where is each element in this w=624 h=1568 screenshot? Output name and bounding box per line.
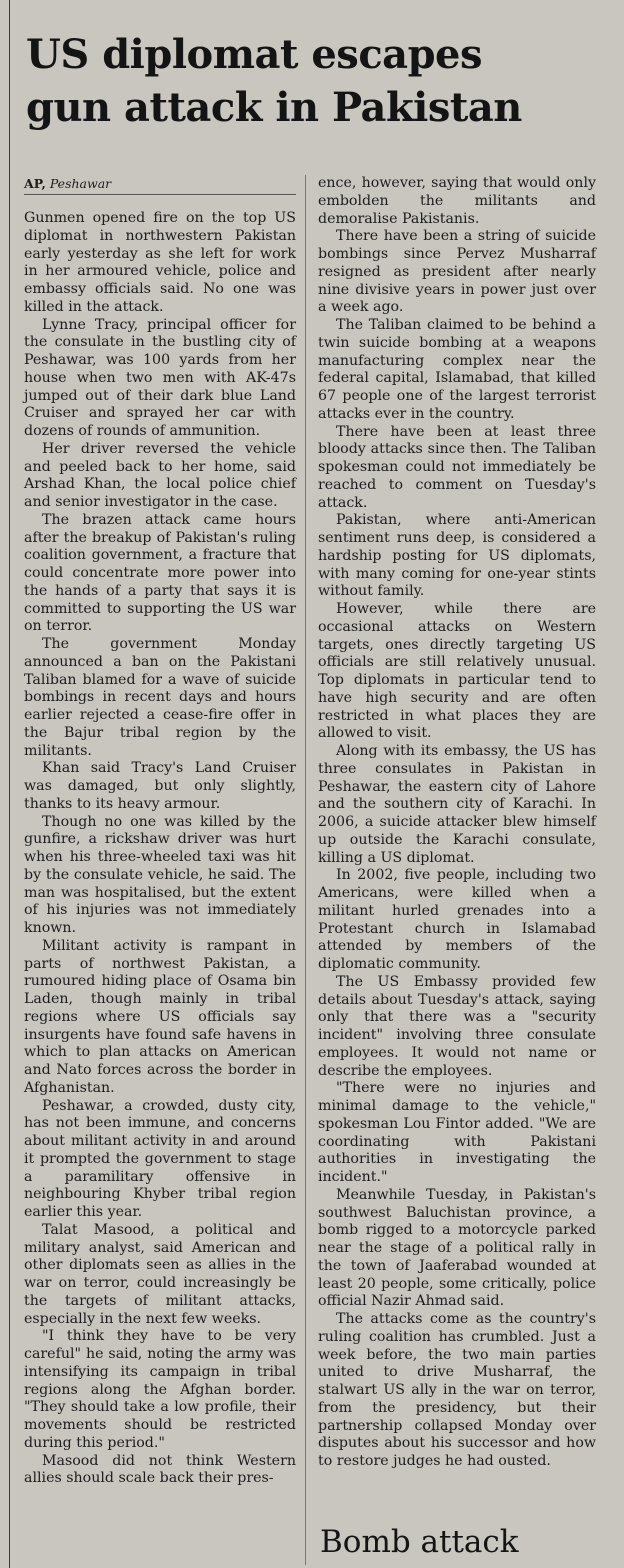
paragraph: Lynne Tracy, principal officer for the consulate in the bustling city of Peshawar, was 100 yards from her house when two men with AK-47s jumped out of their dark blue Land Cruiser and sprayed her car with dozens of rounds of ammunition. [24, 316, 296, 439]
paragraph: There have been a string of suicide bombings since Pervez Musharraf resigned as president after nearly nine divisive years in power just over a week ago. [318, 228, 596, 316]
paragraph: In 2002, five people, including two Americans, were killed when a militant hurled grenades into a Protestant church in Islamabad attended by members of the diplomatic community. [318, 867, 596, 972]
paragraph: Gunmen opened fire on the top US diplomat in northwestern Pakistan early yesterday as she left for work in her armoured vehicle, police and embassy officials said. No one was killed in the attack. [24, 210, 296, 315]
paragraph: "There were no injuries and minimal damage to the vehicle," spokesman Lou Fintor added. "We are coordinating with Pakistani authorities in investigating the incident." [318, 1080, 596, 1185]
next-headline-fragment [24, 1556, 296, 1568]
subhead: Bomb attack [320, 1524, 519, 1560]
column-rule-left [9, 0, 10, 1568]
paragraph: The brazen attack came hours after the breakup of Pakistan's ruling coalition government, a fracture that could concentrate more power into the hands of a party that says it is committed to supporting the US war on terror. [24, 511, 296, 635]
paragraph: Talat Masood, a political and military analyst, said American and other diplomats seen as allies in the war on terror, could increasingly be the targets of militant attacks, especially in the next few weeks. [24, 1221, 296, 1327]
headline-line-2: gun attack in Pakistan [26, 84, 522, 131]
paragraph: Pakistan, where anti-American sentiment runs deep, is considered a hardship posting for US diplomats, with many coming for one-year stints without family. [318, 512, 596, 600]
paragraph: The attacks come as the country's ruling coalition has crumbled. Just a week before, the two main parties united to drive Musharraf, the stalwart US ally in the war on terror, from the presidency, but their partnership collapsed Monday over disputes about his successor and how to restore judges he had ousted. [318, 1311, 596, 1469]
byline [24, 176, 296, 195]
article-column-right [318, 175, 596, 1471]
column-divider [305, 175, 306, 1565]
headline [26, 28, 616, 134]
article-column-left [24, 210, 296, 1488]
headline-line-1: US diplomat escapes [26, 31, 483, 78]
paragraph: The government Monday announced a ban on the Pakistani Taliban blamed for a wave of suicide bombings in recent days and hours earlier rejected a cease-fire offer in the Bajur tribal region by the militants. [24, 636, 296, 759]
paragraph: Khan said Tracy's Land Cruiser was damaged, but only slightly, thanks to its heavy armour. [24, 760, 296, 812]
paragraph: Peshawar, a crowded, dusty city, has not been immune, and concerns about militant activity in and around it prompted the government to stage a paramilitary offensive in neighbouring Khyber tribal region earlier this year. [24, 1097, 296, 1220]
paragraph: The Taliban claimed to be behind a twin suicide bombing at a weapons manufacturing complex near the federal capital, Islamabad, that killed 67 people one of the largest terrorist attacks ever in the country. [318, 317, 596, 422]
paragraph: Her driver reversed the vehicle and peeled back to her home, said Arshad Khan, the local police chief and senior investigator in the case. [24, 440, 296, 510]
paragraph: Militant activity is rampant in parts of northwest Pakistan, a rumoured hiding place of Osama bin Laden, though mainly in tribal regions where US officials say insurgents have found safe havens in which to plan attacks on American and Nato forces across the border in Afghanistan. [24, 937, 296, 1096]
paragraph: The US Embassy provided few details about Tuesday's attack, saying only that there was a "security incident" involving three consulate employees. It would not name or describe the employees. [318, 973, 596, 1079]
paragraph: There have been at least three bloody attacks since then. The Taliban spokesman could not immediately be reached to comment on Tuesday's attack. [318, 423, 596, 511]
paragraph: Masood did not think Western allies should scale back their pres- [24, 1452, 296, 1487]
byline-agency: AP, [24, 176, 46, 191]
paragraph: "I think they have to be very careful" he said, noting the army was intensifying its campaign in tribal regions along the Afghan border. "They should take a low profile, their movements should be restricted during this period." [24, 1328, 296, 1451]
paragraph: Though no one was killed by the gunfire, a rickshaw driver was hurt when his three-wheeled taxi was hit by the consulate vehicle, he said. The man was hospitalised, but the extent of his injuries was not immediately known. [24, 813, 296, 936]
paragraph: Meanwhile Tuesday, in Pakistan's southwest Baluchistan province, a bomb rigged to a motorcycle parked near the stage of a political rally in the town of Jaaferabad wounded at least 20 people, some critically, police official Nazir Ahmad said. [318, 1186, 596, 1310]
paragraph: Along with its embassy, the US has three consulates in Pakistan in Peshawar, the eastern city of Lahore and the southern city of Karachi. In 2006, a suicide attacker blew himself up outside the Karachi consulate, killing a US diplomat. [318, 743, 596, 866]
paragraph: ence, however, saying that would only embolden the militants and demoralise Pakistanis. [318, 175, 596, 227]
paragraph: However, while there are occasional attacks on Western targets, ones directly targeting US officials are still relatively unusual. Top diplomats in particular tend to have high security and are often restricted in what places they are allowed to visit. [318, 601, 596, 742]
byline-place: Peshawar [49, 176, 112, 191]
